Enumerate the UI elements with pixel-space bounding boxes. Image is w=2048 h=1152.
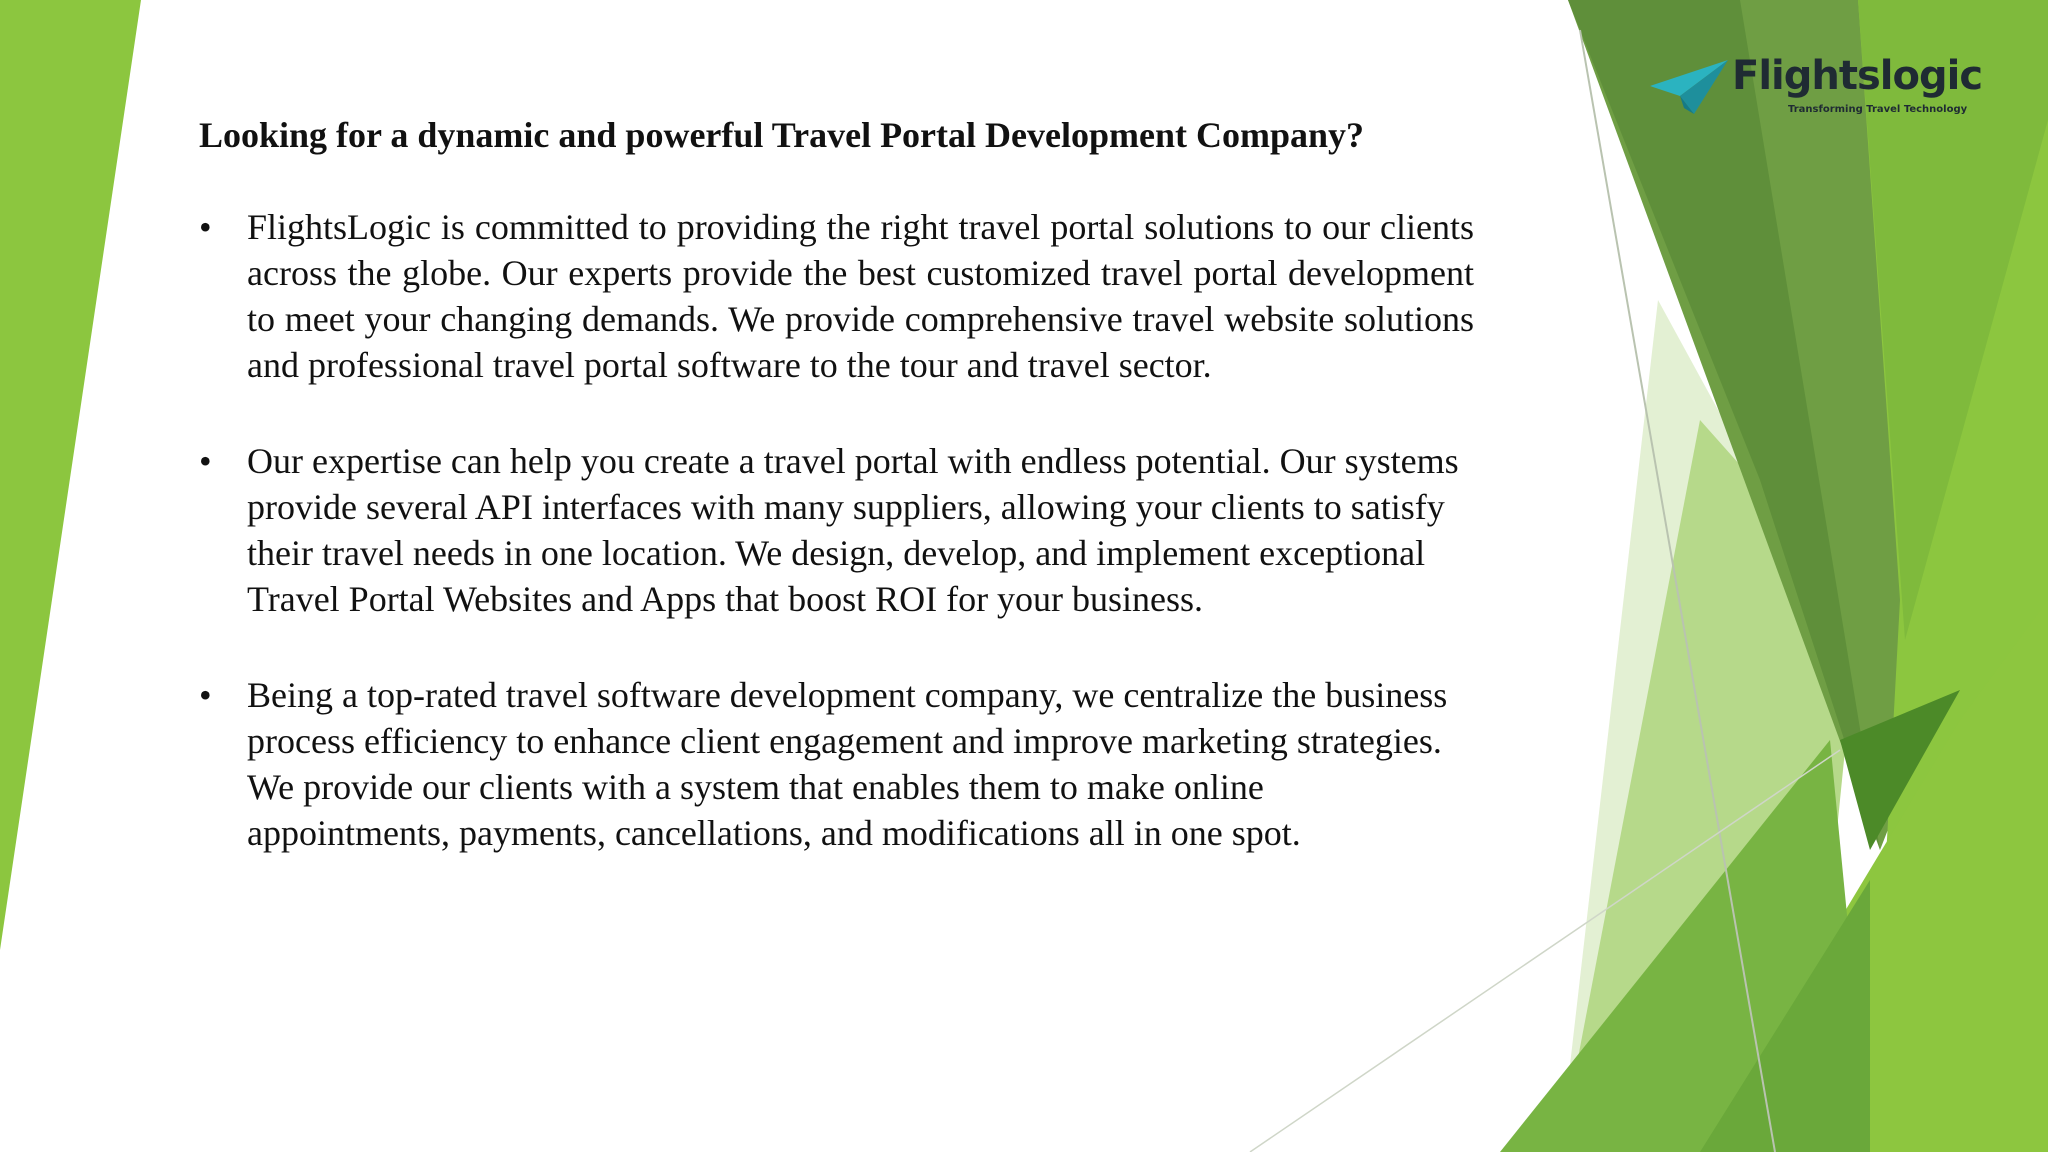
- bullet-dot: •: [199, 675, 212, 715]
- slide-content: [199, 112, 1474, 906]
- logo-name: Flightslogic: [1732, 53, 1983, 99]
- slide-heading: Looking for a dynamic and powerful Travel Portal Development Company?: [199, 115, 1365, 155]
- paper-plane-icon: [1650, 56, 1728, 116]
- bullet-list: [199, 204, 1474, 856]
- bullet-item: [199, 672, 1474, 856]
- bullet-item: [199, 204, 1474, 388]
- logo-tagline: Transforming Travel Technology: [1788, 104, 1968, 115]
- bullet-text: FlightsLogic is committed to providing the right travel portal solutions to our clients across the globe. Our experts provide the best customized travel portal development to meet your changing demands. We provide comprehensive travel website solutions and professional travel portal software to the tour and travel sector.: [247, 207, 1474, 385]
- bullet-text: Being a top-rated travel software development company, we centralize the business process efficiency to enhance client engagement and improve marketing strategies. We provide our clients with a system that enables them to make online appointments, payments, cancellations, and modifications all in one spot.: [247, 675, 1448, 853]
- flightslogic-logo: [1650, 52, 1983, 122]
- bullet-dot: •: [199, 207, 212, 247]
- bullet-dot: •: [199, 441, 212, 481]
- bullet-text: Our expertise can help you create a travel portal with endless potential. Our systems provide several API interfaces with many suppliers, allowing your clients to satisfy their travel needs in one location. We design, develop, and implement exceptional Travel Portal Websites and Apps that boost ROI for your business.: [247, 441, 1459, 619]
- left-green-wedge: [0, 0, 141, 950]
- bullet-item: [199, 438, 1474, 622]
